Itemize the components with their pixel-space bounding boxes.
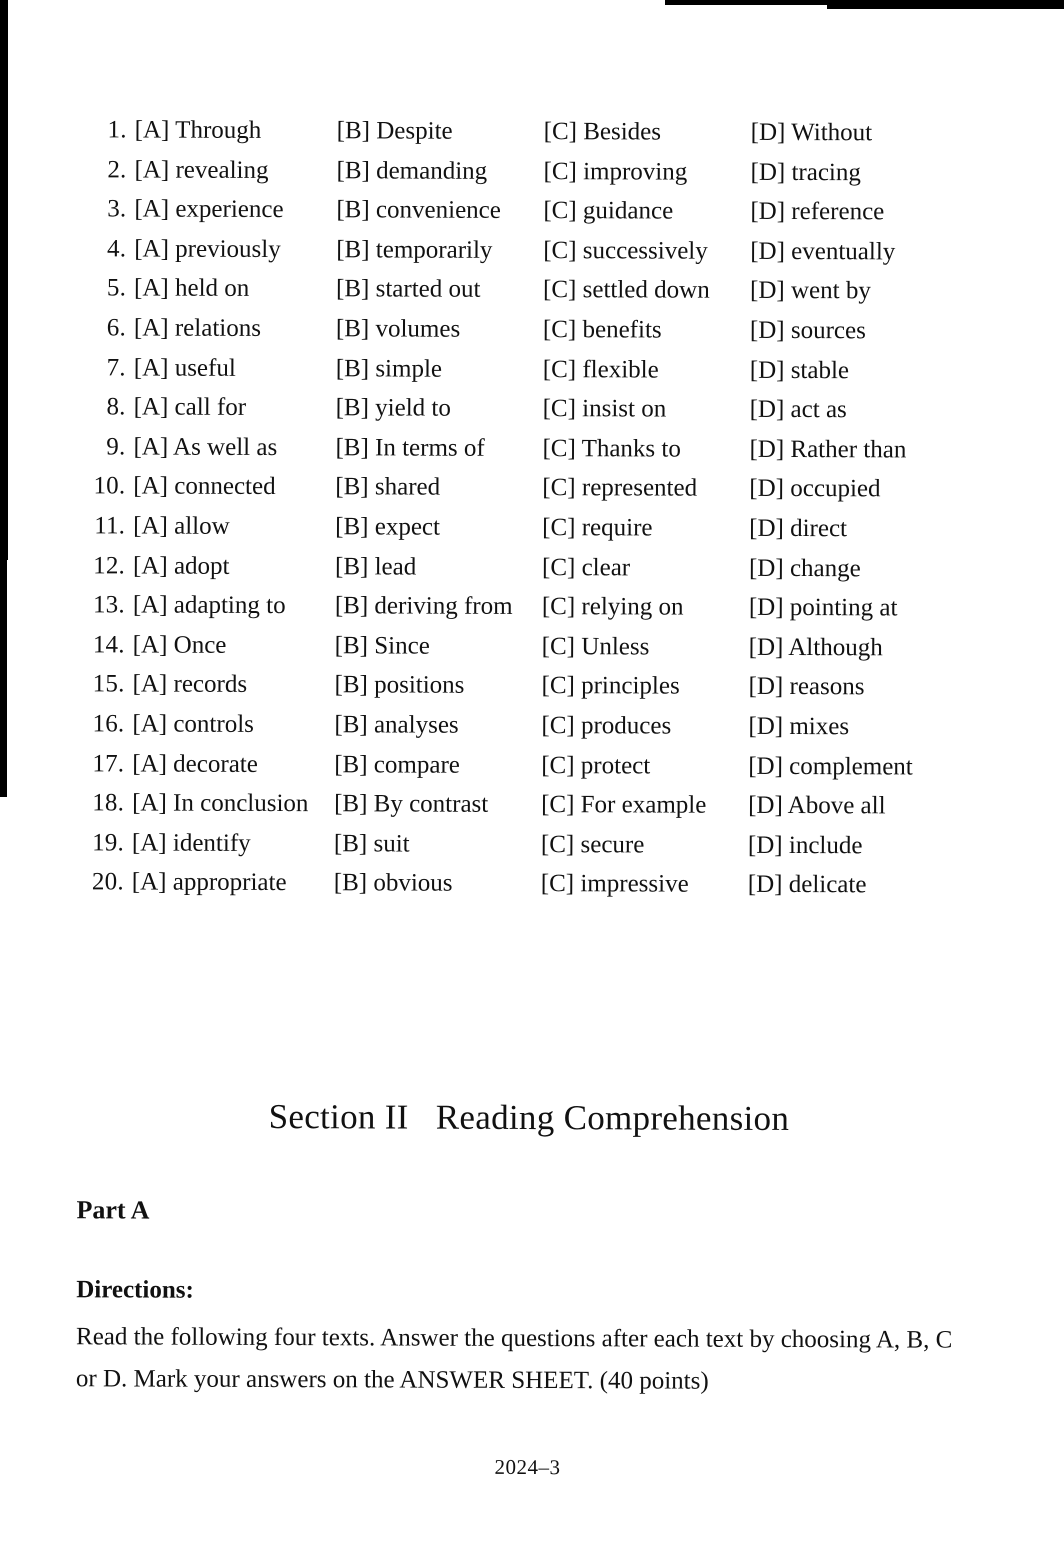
option-a[interactable]: [A] held on	[134, 274, 250, 303]
cloze-question-row	[0, 348, 1064, 392]
question-number: 13.	[92, 591, 125, 619]
option-d[interactable]: [D] reference	[750, 198, 885, 226]
option-b[interactable]: [B] Since	[334, 631, 430, 660]
option-b[interactable]: [B] deriving from	[334, 592, 513, 621]
option-b[interactable]: [B] yield to	[335, 394, 451, 422]
option-a[interactable]: [A] experience	[134, 195, 284, 224]
option-c[interactable]: [C] Unless	[541, 632, 650, 661]
option-c[interactable]: [C] impressive	[540, 870, 689, 898]
option-a[interactable]: [A] appropriate	[131, 868, 287, 897]
option-c[interactable]: [C] successively	[543, 236, 708, 265]
option-d[interactable]: [D] include	[747, 831, 863, 859]
option-c[interactable]: [C] produces	[541, 711, 672, 740]
option-d[interactable]: [D] went by	[750, 277, 871, 305]
option-a[interactable]: [A] adopt	[132, 552, 230, 580]
question-number: 4.	[107, 235, 127, 263]
option-d[interactable]: [D] mixes	[748, 712, 850, 741]
option-d[interactable]: [D] delicate	[747, 871, 867, 899]
option-a[interactable]: [A] relations	[133, 314, 262, 342]
question-number: 2.	[107, 155, 127, 184]
option-a[interactable]: [A] records	[132, 670, 248, 699]
option-a[interactable]: [A] Through	[134, 116, 262, 144]
option-d[interactable]: [D] sources	[749, 316, 866, 345]
cloze-question-row	[0, 229, 1064, 273]
cloze-options-list	[0, 110, 1064, 906]
option-b[interactable]: [B] temporarily	[336, 236, 493, 264]
question-number: 18.	[92, 789, 125, 817]
option-c[interactable]: [C] principles	[541, 672, 680, 700]
cloze-question-row	[1, 110, 1064, 154]
option-a[interactable]: [A] In conclusion	[132, 789, 309, 818]
section-heading: Section II Reading Comprehension	[268, 1096, 790, 1138]
option-d[interactable]: [D] act as	[749, 395, 847, 424]
question-number: 19.	[92, 829, 125, 857]
question-number: 15.	[92, 670, 125, 698]
option-b[interactable]: [B] convenience	[336, 196, 501, 225]
option-d[interactable]: [D] reasons	[748, 673, 865, 701]
option-d[interactable]: [D] Above all	[748, 791, 886, 820]
cloze-question-row	[0, 387, 1064, 431]
option-c[interactable]: [C] settled down	[543, 276, 710, 305]
question-number: 10.	[93, 472, 126, 500]
option-d[interactable]: [D] Rather than	[749, 435, 907, 464]
question-number: 8.	[106, 393, 126, 421]
option-a[interactable]: [A] allow	[133, 512, 230, 540]
cloze-question-row	[0, 823, 1062, 867]
question-number: 12.	[93, 551, 126, 579]
option-a[interactable]: [A] identify	[131, 829, 251, 857]
option-d[interactable]: [D] tracing	[750, 158, 861, 186]
option-a[interactable]: [A] controls	[132, 710, 254, 738]
option-d[interactable]: [D] Without	[750, 118, 873, 147]
option-c[interactable]: [C] Besides	[543, 118, 662, 146]
question-number: 17.	[92, 749, 125, 777]
cloze-question-row	[0, 268, 1064, 312]
option-a[interactable]: [A] useful	[133, 354, 236, 382]
question-number: 14.	[92, 631, 125, 659]
cloze-question-row	[0, 783, 1062, 827]
cloze-question-row	[0, 862, 1062, 906]
question-number: 9.	[106, 433, 126, 461]
option-b[interactable]: [B] demanding	[336, 156, 488, 185]
option-c[interactable]: [C] secure	[540, 830, 645, 859]
option-c[interactable]: [C] improving	[543, 157, 688, 186]
option-c[interactable]: [C] protect	[541, 751, 651, 779]
option-a[interactable]: [A] call for	[133, 393, 247, 422]
cloze-question-row	[0, 189, 1064, 233]
option-b[interactable]: [B] In terms of	[335, 433, 485, 462]
option-b[interactable]: [B] started out	[336, 275, 481, 304]
option-b[interactable]: [B] analyses	[334, 711, 459, 739]
option-b[interactable]: [B] lead	[334, 552, 417, 581]
option-c[interactable]: [C] benefits	[542, 316, 662, 344]
cloze-question-row	[0, 704, 1062, 748]
cloze-question-row	[0, 150, 1064, 194]
option-c[interactable]: [C] For example	[541, 791, 707, 819]
cloze-question-row	[0, 625, 1063, 669]
question-number: 5.	[106, 274, 127, 302]
question-number: 1.	[107, 116, 127, 144]
directions-body: Read the following four texts. Answer the questions after each text by choosing A, B, C or D. Mark your answers on the ANSWER SHEET. (40 points)	[75, 1323, 953, 1395]
option-c[interactable]: [C] flexible	[542, 355, 659, 384]
option-a[interactable]: [A] adapting to	[132, 591, 286, 620]
cloze-question-row	[0, 308, 1064, 352]
directions-label: Directions:	[76, 1276, 194, 1304]
option-d[interactable]: [D] Although	[748, 633, 883, 662]
cloze-question-row	[0, 466, 1063, 510]
option-b[interactable]: [B] expect	[335, 513, 441, 541]
cloze-question-row	[0, 743, 1062, 787]
option-d[interactable]: [D] occupied	[749, 475, 881, 503]
option-c[interactable]: [C] insist on	[542, 395, 667, 423]
option-a[interactable]: [A] As well as	[133, 433, 278, 461]
option-d[interactable]: [D] complement	[748, 752, 913, 780]
question-number: 3.	[107, 195, 127, 223]
option-c[interactable]: [C] relying on	[541, 593, 684, 621]
question-number: 20.	[91, 868, 124, 896]
option-a[interactable]: [A] Once	[132, 631, 227, 659]
option-d[interactable]: [D] stable	[749, 356, 850, 384]
question-number: 11.	[94, 512, 126, 540]
option-c[interactable]: [C] guidance	[543, 197, 674, 225]
cloze-question-row	[0, 585, 1063, 629]
option-d[interactable]: [D] direct	[749, 514, 848, 543]
option-b[interactable]: [B] compare	[334, 750, 460, 779]
option-a[interactable]: [A] decorate	[132, 749, 258, 778]
question-number: 6.	[106, 314, 126, 342]
cloze-question-row	[0, 506, 1063, 550]
cloze-question-row	[0, 545, 1063, 589]
option-d[interactable]: [D] change	[748, 554, 861, 582]
option-c[interactable]: [C] represented	[542, 474, 698, 502]
option-a[interactable]: [A] revealing	[134, 156, 269, 184]
part-label: Part A	[76, 1195, 150, 1225]
option-c[interactable]: [C] clear	[541, 553, 631, 581]
option-b[interactable]: [B] shared	[335, 473, 441, 501]
option-b[interactable]: [B] simple	[335, 354, 443, 383]
option-c[interactable]: [C] Thanks to	[542, 434, 681, 463]
option-d[interactable]: [D] pointing at	[748, 593, 898, 622]
option-b[interactable]: [B] volumes	[335, 315, 461, 343]
option-a[interactable]: [A] previously	[134, 235, 281, 263]
option-b[interactable]: [B] positions	[334, 671, 465, 700]
option-b[interactable]: [B] obvious	[333, 869, 453, 897]
page-footer: 2024–3	[494, 1454, 561, 1480]
option-c[interactable]: [C] require	[542, 513, 653, 542]
question-number: 7.	[106, 353, 126, 382]
option-d[interactable]: [D] eventually	[750, 237, 896, 266]
cloze-question-row	[0, 664, 1063, 708]
option-a[interactable]: [A] connected	[133, 472, 276, 501]
cloze-question-row	[0, 427, 1064, 471]
option-b[interactable]: [B] By contrast	[334, 790, 489, 818]
option-b[interactable]: [B] Despite	[336, 117, 453, 145]
option-b[interactable]: [B] suit	[333, 829, 410, 858]
question-number: 16.	[92, 710, 125, 738]
